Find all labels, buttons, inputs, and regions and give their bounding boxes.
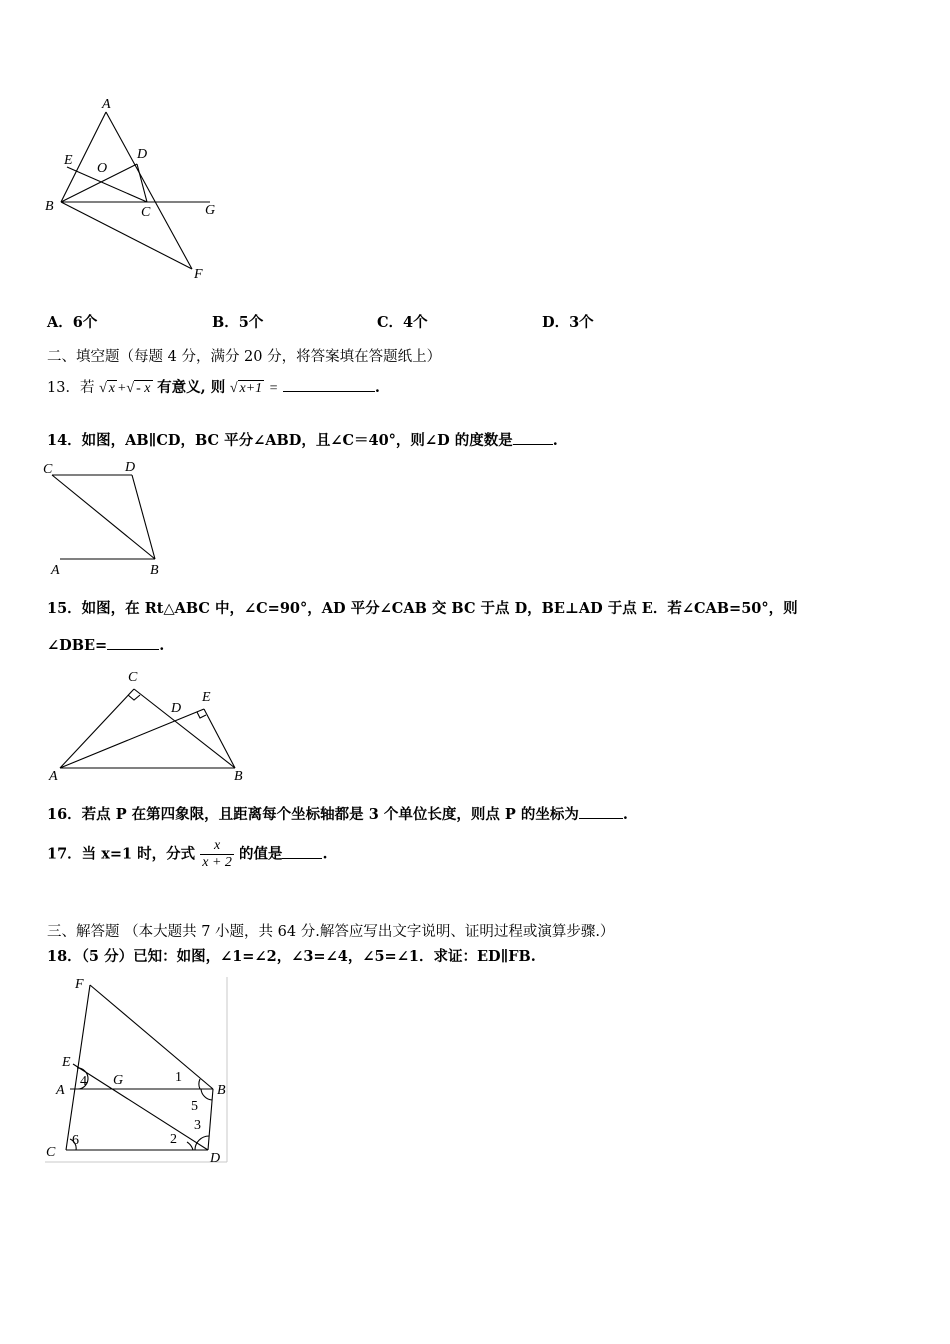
q13-answer-blank[interactable] (283, 377, 375, 392)
angle-6: 6 (72, 1133, 79, 1148)
label-B: B (234, 769, 243, 784)
label-C: C (43, 462, 53, 477)
q13-period: . (374, 379, 380, 396)
label-B: B (217, 1083, 226, 1098)
label-C: C (46, 1145, 56, 1160)
label-O: O (97, 161, 108, 176)
q12-option-b (212, 311, 263, 332)
q17-prefix: 17．当 x=1 时，分式 (47, 845, 196, 863)
q12-option-c (377, 311, 428, 332)
angle-2: 2 (170, 1132, 177, 1147)
q15-angle-text: ∠DBE= (47, 637, 108, 654)
label-F: F (75, 977, 84, 992)
label-D: D (171, 701, 182, 716)
sqrt-neg-x: √ - x (126, 381, 151, 396)
q15-answer-blank[interactable] (107, 635, 159, 650)
q15-period: . (159, 637, 165, 654)
label-G: G (205, 203, 216, 218)
question-15-line-2 (47, 635, 164, 654)
question-14 (47, 429, 558, 450)
fraction (200, 838, 234, 871)
label-E: E (62, 1055, 71, 1070)
figure-q18 (40, 972, 232, 1167)
question-13 (47, 373, 380, 404)
question-15-line-1: 15．如图，在 Rt△ABC 中，∠C=90°，AD 平分∠CAB 交 BC 于点 D，BE⊥AD 于点 E．若∠CAB=50°，则 (47, 600, 798, 617)
label-A: A (102, 97, 111, 112)
fraction-denominator: x + 2 (202, 855, 232, 870)
label-C: C (141, 205, 151, 220)
option-letter: D． (542, 314, 570, 331)
option-text: 5个 (238, 314, 264, 331)
q16-text: 16．若点 P 在第四象限，且距离每个坐标轴都是 3 个单位长度，则点 P 的坐标为 (47, 806, 579, 823)
sqrt-x: √ x (99, 381, 115, 396)
option-letter: C． (377, 314, 404, 331)
plus-sign: + (116, 381, 127, 396)
option-text: 6个 (72, 314, 98, 331)
option-text: 3个 (569, 314, 594, 331)
question-16 (47, 803, 628, 824)
label-B: B (45, 199, 54, 214)
sqrt-x-plus-1: √ x+1 (229, 381, 263, 396)
angle-1: 1 (175, 1070, 182, 1085)
option-letter: A． (47, 314, 73, 331)
q12-option-a (47, 311, 97, 332)
option-text: 4个 (403, 314, 428, 331)
q12-option-d (542, 311, 594, 332)
label-E: E (64, 153, 73, 168)
angle-4: 4 (80, 1074, 87, 1089)
label-C: C (128, 670, 138, 685)
label-A: A (49, 769, 58, 784)
question-18: 18．（5 分）已知：如图，∠1=∠2，∠3=∠4，∠5=∠1．求证：ED∥FB. (47, 948, 536, 965)
figure-q15 (40, 665, 255, 785)
figure-q12 (40, 92, 230, 284)
q13-prefix: 13．若 (47, 380, 95, 396)
label-D: D (210, 1151, 221, 1166)
angle-5: 5 (191, 1099, 198, 1114)
q14-answer-blank[interactable] (513, 430, 553, 445)
q13-middle: 有意义, 则 (157, 379, 226, 396)
angle-3: 3 (194, 1118, 201, 1133)
q16-period: . (622, 806, 628, 823)
q17-period: . (322, 845, 328, 863)
q17-suffix: 的值是 (238, 845, 283, 863)
q16-answer-blank[interactable] (579, 804, 623, 819)
question-17 (47, 838, 328, 871)
label-D: D (137, 147, 148, 162)
label-A: A (51, 563, 60, 578)
q17-answer-blank[interactable] (282, 844, 322, 859)
q14-period: . (552, 432, 558, 449)
fraction-numerator: x (213, 838, 221, 853)
label-B: B (150, 563, 159, 578)
q14-text: 14．如图，AB∥CD，BC 平分∠ABD，且∠C＝40°，则∠D 的度数是 (47, 432, 513, 449)
label-D: D (125, 460, 136, 475)
option-letter: B． (212, 314, 239, 331)
section-3-title: 三、解答题 （本大题共 7 小题，共 64 分.解答应写出文字说明、证明过程或演算步骤.） (47, 924, 615, 940)
label-F: F (194, 267, 203, 282)
label-A: A (56, 1083, 65, 1098)
section-2-title: 二、填空题（每题 4 分，满分 20 分，将答案填在答题纸上） (47, 349, 442, 365)
label-G: G (113, 1073, 124, 1088)
figure-q14 (40, 458, 170, 580)
label-E: E (202, 690, 211, 705)
equals-sign: = (268, 381, 279, 396)
